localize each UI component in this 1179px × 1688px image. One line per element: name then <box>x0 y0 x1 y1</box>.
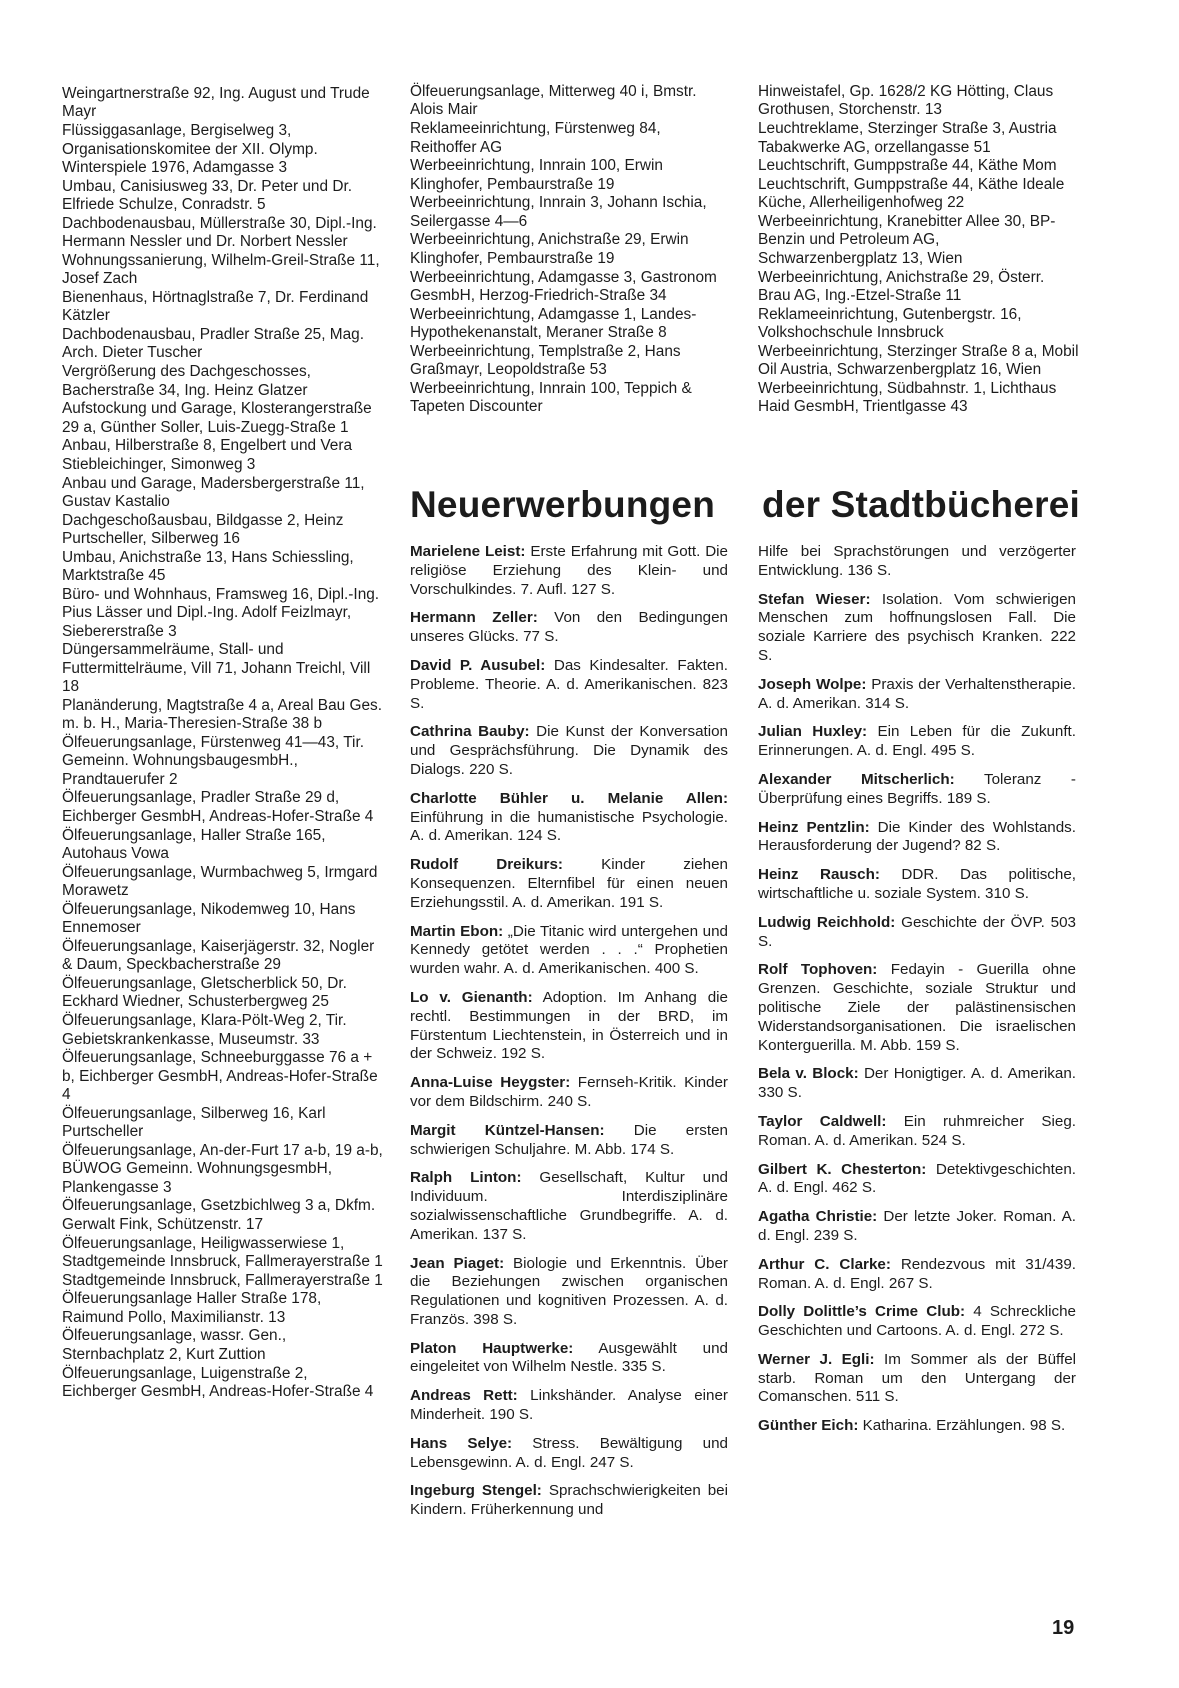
listing-entry: Ölfeuerungsanlage, An-der-Furt 17 a-b, 19 a-b, BÜWOG Gemeinn. WohnungsgesmbH, Plankengasse 3 <box>62 1141 383 1196</box>
listing-entry: Umbau, Anichstraße 13, Hans Schiessling, Marktstraße 45 <box>62 548 354 585</box>
listing-entry: Ölfeuerungsanlage, Wurmbachweg 5, Irmgard Morawetz <box>62 863 378 900</box>
book-entry <box>758 866 1076 904</box>
listing-entry: Planänderung, Magtstraße 4 a, Areal Bau Ges. m. b. H., Maria-Theresien-Straße 38 b <box>62 696 382 733</box>
listing-entry: Leuchtschrift, Gumppstraße 44, Käthe Mom <box>758 157 1057 175</box>
book-author: Günther Eich: <box>758 1417 859 1435</box>
listing-column-1 <box>62 85 384 1402</box>
book-author: Martin Ebon: <box>410 922 504 940</box>
book-description: Isolation. Vom schwierigen Menschen zum hoffnungslosen Fall. Die soziale Karriere des psychisch Kranken. 222 S. <box>758 590 1076 664</box>
listing-entry: Werbeeinrichtung, Anichstraße 29, Erwin Klinghofer, Pembaurstraße 19 <box>410 231 689 267</box>
book-entry <box>410 1122 728 1160</box>
book-author: Rudolf Dreikurs: <box>410 856 563 874</box>
book-author: Heinz Rausch: <box>758 866 880 884</box>
book-author: Rolf Tophoven: <box>758 961 878 979</box>
listing-entry: Dachgeschoßausbau, Bildgasse 2, Heinz Purtscheller, Silberweg 16 <box>62 511 344 548</box>
book-entry <box>410 856 728 912</box>
book-description: Adoption. Im Anhang die rechtl. Bestimmungen in der BRD, im Fürstentum Liechtenstein, in Österreich und in der Schweiz. 192 S. <box>410 988 728 1063</box>
book-author: Ingeburg Stengel: <box>410 1482 542 1500</box>
listing-entry: Ölfeuerungsanlage, Silberweg 16, Karl Purtscheller <box>62 1104 326 1141</box>
listing-entry: Ölfeuerungsanlage, Nikodemweg 10, Hans Ennemoser <box>62 900 356 937</box>
book-entry <box>410 543 728 599</box>
book-author: Taylor Caldwell: <box>758 1112 887 1130</box>
book-entry <box>410 1387 728 1425</box>
book-description: Detektivgeschichten. A. d. Engl. 462 S. <box>758 1160 1076 1197</box>
book-author: Margit Küntzel-Hansen: <box>410 1121 605 1139</box>
book-description: Von den Bedingungen unseres Glücks. 77 S. <box>410 609 728 646</box>
book-author: Andreas Rett: <box>410 1387 518 1405</box>
book-entry <box>758 1351 1076 1407</box>
heading-left: Neuerwerbungen <box>410 484 716 525</box>
listing-entry: Ölfeuerungsanlage, Heiligwasserwiese 1, Stadtgemeinde Innsbruck, Fallmerayerstraße 1 <box>62 1234 383 1270</box>
listing-entry: Dachbodenausbau, Müllerstraße 30, Dipl.-Ing. Hermann Nessler und Dr. Norbert Nessler <box>62 214 377 251</box>
book-entry <box>758 543 1076 581</box>
book-description: Sprachschwierigkeiten bei Kindern. Früherkennung und <box>410 1482 728 1519</box>
book-list-left <box>410 543 728 1530</box>
listing-column-2 <box>410 83 728 417</box>
listing-entry: Ölfeuerungsanlage, Gletscherblick 50, Dr. Eckhard Wiedner, Schusterbergweg 25 <box>62 975 347 1011</box>
book-author: Anna-Luise Heygster: <box>410 1074 571 1092</box>
listing-entry: Büro- und Wohnhaus, Framsweg 16, Dipl.-Ing. Pius Lässer und Dipl.-Ing. Adolf Feizlmayr, Siebererstraße 3 <box>62 585 380 640</box>
listing-entry: Werbeeinrichtung, Adamgasse 3, Gastronom GesmbH, Herzog-Friedrich-Straße 34 <box>410 268 717 304</box>
listing-entry: Anbau, Hilberstraße 8, Engelbert und Vera Stiebleichinger, Simonweg 3 <box>62 437 353 473</box>
listing-entry: Umbau, Canisiusweg 33, Dr. Peter und Dr. Elfriede Schulze, Conradstr. 5 <box>62 177 352 214</box>
book-description: Gesellschaft, Kultur und Individuum. Interdisziplinäre sozialwissenschaftliche Grundbegriffe. A. d. Amerikan. 137 S. <box>410 1169 728 1243</box>
book-author: Charlotte Bühler u. Melanie Allen: <box>410 789 728 807</box>
listing-entry: Werbeeinrichtung, Kranebitter Allee 30, BP-Benzin und Petroleum AG, Schwarzenbergplatz 13, Wien <box>758 213 1056 267</box>
book-description: Ein Leben für die Zukunft. Erinnerungen. A. d. Engl. 495 S. <box>758 723 1076 760</box>
book-description: Linkshänder. Analyse einer Minderheit. 190 S. <box>410 1387 728 1424</box>
listing-entry: Ölfeuerungsanlage, Fürstenweg 41—43, Tir. Gemeinn. WohnungsbaugesmbH., Prandtauerufer 2 <box>62 733 365 788</box>
book-entry <box>758 676 1076 714</box>
book-entry <box>410 1435 728 1473</box>
book-entry <box>758 961 1076 1055</box>
book-author: Hermann Zeller: <box>410 609 538 627</box>
book-author: Stefan Wieser: <box>758 590 871 608</box>
listing-entry: Hinweistafel, Gp. 1628/2 KG Hötting, Claus Grothusen, Storchenstr. 13 <box>758 83 1054 119</box>
book-author: Agatha Christie: <box>758 1208 878 1226</box>
book-description: Das Kindesalter. Fakten. Probleme. Theorie. A. d. Amerikanischen. 823 S. <box>410 656 728 712</box>
book-description: Rendezvous mit 31/439. Roman. A. d. Engl. 267 S. <box>758 1255 1076 1292</box>
book-description: Erste Erfahrung mit Gott. Die religiöse Erziehung des Klein- und Vorschulkindes. 7. Aufl. 127 S. <box>410 543 728 598</box>
book-author: Hans Selye: <box>410 1434 513 1452</box>
book-entry <box>410 790 728 846</box>
listing-entry: Dachbodenausbau, Pradler Straße 25, Mag. Arch. Dieter Tuscher <box>62 326 365 362</box>
listing-entry: Leuchtreklame, Sterzinger Straße 3, Austria Tabakwerke AG, orzellangasse 51 <box>758 120 1057 156</box>
book-description: Fernseh-Kritik. Kinder vor dem Bildschirm. 240 S. <box>410 1074 728 1110</box>
book-author: Gilbert K. Chesterton: <box>758 1160 927 1178</box>
book-author: Lo v. Gienanth: <box>410 988 533 1006</box>
listing-column-3 <box>758 83 1080 417</box>
book-description: Der Honigtiger. A. d. Amerikan. 330 S. <box>758 1065 1076 1102</box>
listing-entry: Ölfeuerungsanlage, Kaiserjägerstr. 32, Nogler & Daum, Speckbacherstraße 29 <box>62 937 375 974</box>
book-description: Fedayin - Guerilla ohne Grenzen. Geschichte, soziale Struktur und politische Ziele der palästinensischen Widerstandsorganisationen. Die israelischen Konterguerilla. M. Abb. 159 S. <box>758 961 1076 1054</box>
book-entry <box>410 1074 728 1112</box>
book-entry <box>758 591 1076 666</box>
listing-entry: Ölfeuerungsanlage, Haller Straße 165, Autohaus Vowa <box>62 826 326 862</box>
book-entry <box>758 723 1076 761</box>
book-author: David P. Ausubel: <box>410 656 546 674</box>
listing-entry: Flüssiggasanlage, Bergiselweg 3, Organisationskomitee der XII. Olymp. Winterspiele 1976, Adamgasse 3 <box>62 122 318 176</box>
listing-entry: Ölfeuerungsanlage, Gsetzbichlweg 3 a, Dkfm. Gerwalt Fink, Schützenstr. 17 <box>62 1197 376 1233</box>
listing-entry: Ölfeuerungsanlage, Luigenstraße 2, Eichberger GesmbH, Andreas-Hofer-Straße 4 <box>62 1364 374 1400</box>
book-entry <box>410 723 728 779</box>
book-author: Marielene Leist: <box>410 543 526 560</box>
listing-entry: Ölfeuerungsanlage, wassr. Gen., Sternbachplatz 2, Kurt Zuttion <box>62 1327 287 1363</box>
book-entry <box>758 1208 1076 1246</box>
book-entry <box>758 1417 1076 1436</box>
book-entry <box>758 819 1076 857</box>
book-description: Kinder ziehen Konsequenzen. Elternfibel für einen neuen Erziehungsstil. A. d. Amerikan. 191 S. <box>410 856 728 911</box>
listing-entry: Werbeeinrichtung, Innrain 100, Erwin Klinghofer, Pembaurstraße 19 <box>410 157 663 193</box>
book-entry <box>410 1482 728 1520</box>
listing-entry: Stadtgemeinde Innsbruck, Fallmerayerstraße 1 <box>62 1271 383 1289</box>
section-heading <box>410 483 1080 527</box>
book-entry <box>410 609 728 647</box>
book-entry <box>410 1255 728 1330</box>
book-description: 4 Schreckliche Geschichten und Cartoons. A. d. Engl. 272 S. <box>758 1303 1076 1340</box>
book-author: Julian Huxley: <box>758 723 868 741</box>
listing-entry: Ölfeuerungsanlage, Klara-Pölt-Weg 2, Tir. Gebietskrankenkasse, Museumstr. 33 <box>62 1012 347 1048</box>
book-author: Ludwig Reichhold: <box>758 913 896 931</box>
listing-entry: Leuchtschrift, Gumppstraße 44, Käthe Ideale Küche, Allerheiligenhofweg 22 <box>758 175 1065 212</box>
book-list-right <box>758 543 1076 1446</box>
book-entry <box>758 771 1076 809</box>
book-description: Die Kinder des Wohlstands. Herausforderung der Jugend? 82 S. <box>758 818 1076 855</box>
book-author: Joseph Wolpe: <box>758 675 867 693</box>
listing-entry: Düngersammelräume, Stall- und Futtermittelräume, Vill 71, Johann Treichl, Vill 18 <box>62 641 371 696</box>
book-author: Platon Hauptwerke: <box>410 1339 574 1357</box>
listing-entry: Werbeeinrichtung, Adamgasse 1, Landes-Hypothekenanstalt, Meraner Straße 8 <box>410 305 697 342</box>
book-entry <box>758 1161 1076 1199</box>
book-author: Cathrina Bauby: <box>410 723 530 741</box>
book-author: Heinz Pentzlin: <box>758 818 870 836</box>
book-description: Katharina. Erzählungen. 98 S. <box>858 1417 1066 1435</box>
book-description: DDR. Das politische, wirtschaftliche u. soziale System. 310 S. <box>758 866 1076 902</box>
book-description: Toleranz - Überprüfung eines Begriffs. 189 S. <box>758 770 1076 807</box>
listing-entry: Werbeeinrichtung, Sterzinger Straße 8 a, Mobil Oil Austria, Schwarzenbergplatz 16, Wien <box>758 342 1079 379</box>
book-description: Im Sommer als der Büffel starb. Roman um den Untergang der Comanschen. 511 S. <box>758 1350 1077 1406</box>
book-description: Ein ruhmreicher Sieg. Roman. A. d. Amerikan. 524 S. <box>758 1112 1076 1149</box>
book-entry <box>758 1113 1076 1151</box>
book-entry <box>410 1169 728 1244</box>
book-entry <box>758 1256 1076 1294</box>
book-description: Stress. Bewältigung und Lebensgewinn. A. d. Engl. 247 S. <box>410 1434 728 1471</box>
book-description: Hilfe bei Sprachstörungen und verzögerter Entwicklung. 136 S. <box>758 543 1076 579</box>
book-entry <box>410 657 728 713</box>
book-description: Biologie und Erkenntnis. Über die Beziehungen zwischen organischen Regulationen und kognitiven Prozessen. A. d. Französ. 398 S. <box>410 1254 728 1328</box>
book-description: Einführung in die humanistische Psychologie. A. d. Amerikan. 124 S. <box>410 808 728 845</box>
book-description: Die ersten schwierigen Schuljahre. M. Abb. 174 S. <box>410 1121 728 1158</box>
listing-entry: Werbeeinrichtung, Anichstraße 29, Österr. Brau AG, Ing.-Etzel-Straße 11 <box>758 268 1045 304</box>
book-description: Der letzte Joker. Roman. A. d. Engl. 239 S. <box>758 1208 1076 1244</box>
book-entry <box>758 1065 1076 1103</box>
book-entry <box>410 989 728 1064</box>
listing-entry: Anbau und Garage, Madersbergerstraße 11, Gustav Kastalio <box>62 474 365 510</box>
book-author: Arthur C. Clarke: <box>758 1255 891 1273</box>
listing-entry: Werbeeinrichtung, Südbahnstr. 1, Lichthaus Haid GesmbH, Trientlgasse 43 <box>758 379 1057 416</box>
listing-entry: Werbeeinrichtung, Innrain 100, Teppich & Tapeten Discounter <box>410 379 692 416</box>
listing-entry: Reklameeinrichtung, Gutenbergstr. 16, Volkshochschule Innsbruck <box>758 305 1022 342</box>
book-description: Praxis der Verhaltenstherapie. A. d. Amerikan. 314 S. <box>758 675 1076 712</box>
book-entry <box>758 1303 1076 1341</box>
book-description: Die Kunst der Konversation und Gesprächsführung. Die Dynamik des Dialogs. 220 S. <box>410 723 729 778</box>
listing-entry: Aufstockung und Garage, Klosterangerstraße 29 a, Günther Soller, Luis-Zuegg-Straße 1 <box>62 400 372 436</box>
book-author: Ralph Linton: <box>410 1169 522 1187</box>
listing-entry: Reklameeinrichtung, Fürstenweg 84, Reithoffer AG <box>410 120 661 156</box>
listing-entry: Ölfeuerungsanlage, Schneeburggasse 76 a + b, Eichberger GesmbH, Andreas-Hofer-Straße 4 <box>62 1049 378 1104</box>
listing-entry: Ölfeuerungsanlage Haller Straße 178, Raimund Pollo, Maximilianstr. 13 <box>62 1290 322 1326</box>
listing-entry: Wohnungssanierung, Wilhelm-Greil-Straße 11, Josef Zach <box>62 251 380 288</box>
book-description: Ausgewählt und eingeleitet von Wilhelm Nestle. 335 S. <box>410 1339 728 1376</box>
book-entry <box>758 914 1076 952</box>
book-entry <box>410 923 728 979</box>
book-author: Dolly Dolittle’s Crime Club: <box>758 1303 966 1321</box>
listing-entry: Vergrößerung des Dachgeschosses, Bacherstraße 34, Ing. Heinz Glatzer <box>62 363 311 399</box>
listing-entry: Weingartnerstraße 92, Ing. August und Trude Mayr <box>62 85 370 121</box>
book-author: Jean Piaget: <box>410 1254 505 1272</box>
heading-right: der Stadtbücherei <box>762 484 1080 525</box>
book-entry <box>410 1340 728 1378</box>
listing-entry: Ölfeuerungsanlage, Pradler Straße 29 d, Eichberger GesmbH, Andreas-Hofer-Straße 4 <box>62 789 374 825</box>
listing-entry: Werbeeinrichtung, Templstraße 2, Hans Graßmayr, Leopoldstraße 53 <box>410 342 681 379</box>
book-description: „Die Titanic wird untergehen und Kennedy getötet werden . . .“ Prophetien wurden wahr. A. d. Amerikanischen. 400 S. <box>410 922 728 978</box>
book-author: Bela v. Block: <box>758 1065 859 1083</box>
book-author: Werner J. Egli: <box>758 1350 875 1368</box>
page-number: 19 <box>1052 1617 1075 1639</box>
listing-entry: Werbeeinrichtung, Innrain 3, Johann Ischia, Seilergasse 4—6 <box>410 194 707 230</box>
book-description: Geschichte der ÖVP. 503 S. <box>758 913 1077 950</box>
book-author: Alexander Mitscherlich: <box>758 770 955 788</box>
listing-entry: Bienenhaus, Hörtnaglstraße 7, Dr. Ferdinand Kätzler <box>62 288 369 325</box>
listing-entry: Ölfeuerungsanlage, Mitterweg 40 i, Bmstr. Alois Mair <box>410 83 697 119</box>
